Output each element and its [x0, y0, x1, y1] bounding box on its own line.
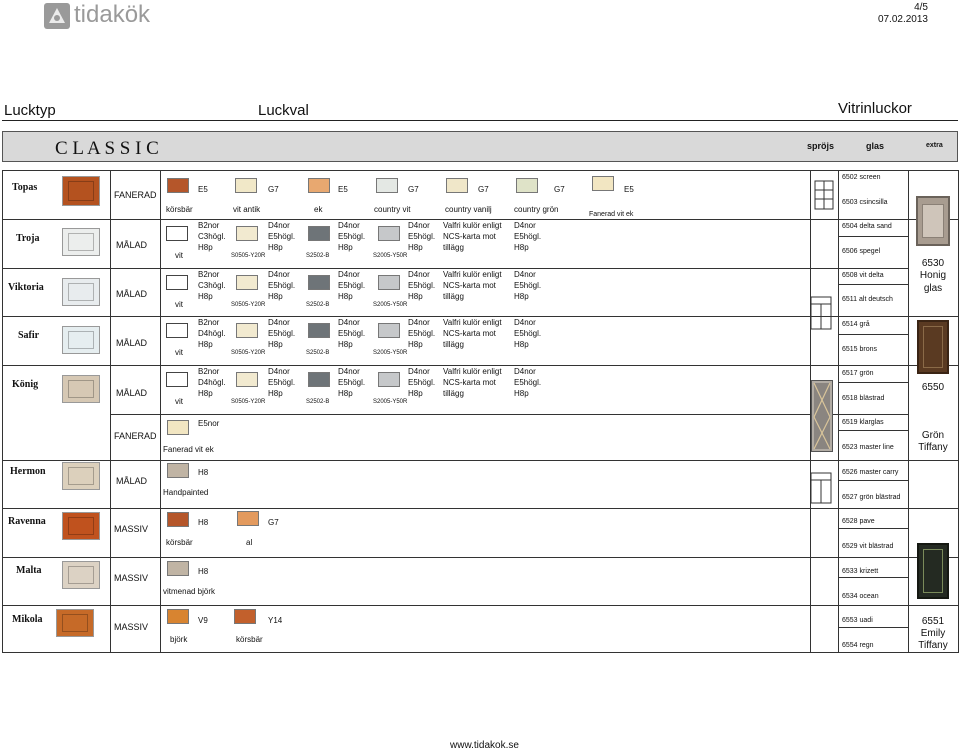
- valfri: NCS-karta mot: [443, 329, 496, 338]
- code: G7: [478, 185, 489, 194]
- option-code: E5högl.: [268, 232, 296, 241]
- swatch-cherry: [167, 178, 189, 193]
- option-code: D4nor: [338, 367, 360, 376]
- extra-gron: Grön: [921, 430, 945, 441]
- swatch-country-vanilj: [446, 178, 468, 193]
- valfri: NCS-karta mot: [443, 281, 496, 290]
- label: Handpainted: [163, 488, 209, 497]
- door-image-troja: [62, 228, 100, 256]
- option-code: H8p: [198, 340, 213, 349]
- swatch-ravenna-cherry: [167, 512, 189, 527]
- row-type-mikola: MASSIV: [114, 622, 149, 632]
- swatch-ncs-light: [378, 323, 400, 338]
- label: country grön: [514, 205, 559, 214]
- row-type-malta: MASSIV: [114, 573, 149, 583]
- code: E5nor: [198, 419, 220, 428]
- option-code: H8p: [268, 292, 283, 301]
- valfri: Valfri kulör enligt: [443, 318, 502, 327]
- label: Fanerad vit ek: [589, 211, 634, 218]
- code: E5: [338, 185, 348, 194]
- option-code: D4nor: [338, 221, 360, 230]
- ncs-code: S2005-Y50R: [373, 399, 408, 405]
- valfri: tillägg: [443, 389, 464, 398]
- option-code: E5högl.: [338, 329, 366, 338]
- header-sprojs: spröjs: [807, 141, 835, 151]
- option-code: E5högl.: [338, 232, 366, 241]
- valfri: Valfri kulör enligt: [443, 270, 502, 279]
- ncs-code: S2005-Y50R: [373, 253, 408, 259]
- option-code: H8p: [408, 292, 423, 301]
- extra-6551-name: Emily: [920, 628, 946, 639]
- code: H8: [198, 468, 209, 477]
- option-code: H8p: [408, 340, 423, 349]
- page-number: 4/5: [914, 2, 928, 13]
- option-code: H8p: [514, 243, 529, 252]
- option-code: D4nor: [268, 367, 290, 376]
- label: al: [246, 538, 253, 547]
- row-type-viktoria: MÅLAD: [116, 289, 148, 299]
- door-image-konig: [62, 375, 100, 403]
- option-code: H8p: [514, 292, 529, 301]
- option-code: E5högl.: [338, 378, 366, 387]
- row-type-troja: MÅLAD: [116, 240, 148, 250]
- option-code: E5högl.: [514, 329, 542, 338]
- option-code: C3högl.: [198, 281, 226, 290]
- glass-6511: 6511 alt deutsch: [842, 296, 893, 303]
- label: ek: [314, 205, 323, 214]
- option-code: H8p: [338, 389, 353, 398]
- option-code: H8p: [408, 389, 423, 398]
- glass-6527: 6527 grön blästrad: [842, 494, 901, 501]
- sprojs-grid-icon: [814, 180, 834, 210]
- option-code: D4nor: [514, 270, 536, 279]
- option-code: E5högl.: [268, 281, 296, 290]
- code: V9: [198, 616, 208, 625]
- ncs-code: S2502-B: [306, 302, 330, 308]
- option-code: H8p: [338, 243, 353, 252]
- option-code: H8p: [338, 292, 353, 301]
- option-code: D4nor: [514, 221, 536, 230]
- glass-6508: 6508 vit delta: [842, 272, 884, 279]
- option-code: H8p: [514, 340, 529, 349]
- page-date: 07.02.2013: [877, 14, 928, 25]
- row-name-safir: Safir: [18, 330, 40, 341]
- glass-6506: 6506 spegel: [842, 248, 881, 255]
- option-code: H8p: [198, 243, 213, 252]
- extra-door-image: [917, 543, 949, 599]
- sprojs-cross-icon: [810, 472, 832, 504]
- ncs-code: S2005-Y50R: [373, 302, 408, 308]
- door-image-mikola: [56, 609, 94, 637]
- option-code: D4nor: [268, 318, 290, 327]
- extra-6530-code: 6530: [921, 258, 945, 269]
- label: körsbär: [236, 635, 263, 644]
- glass-6503: 6503 csincsilla: [842, 199, 888, 206]
- option-code: E5högl.: [268, 329, 296, 338]
- swatch-ek: [308, 178, 330, 193]
- option-code: D4nor: [408, 221, 430, 230]
- swatch-ravenna-al: [237, 511, 259, 526]
- swatch-ncs-light: [378, 275, 400, 290]
- door-image-ravenna: [62, 512, 100, 540]
- option-code: D4högl.: [198, 378, 226, 387]
- extra-6530-glas: glas: [923, 283, 943, 294]
- row-name-mikola: Mikola: [12, 614, 43, 625]
- extra-6551-tiffany: Tiffany: [918, 640, 948, 651]
- row-name-ravenna: Ravenna: [8, 516, 46, 527]
- code: E5: [198, 185, 208, 194]
- option-code: E5högl.: [408, 329, 436, 338]
- label: Fanerad vit ek: [163, 445, 214, 454]
- option-code: D4nor: [408, 318, 430, 327]
- door-image-safir: [62, 326, 100, 354]
- swatch-ncs-grey: [308, 226, 330, 241]
- footer-url: www.tidakok.se: [450, 740, 519, 751]
- code: G7: [408, 185, 419, 194]
- swatch-ncs-grey: [308, 275, 330, 290]
- row-type-konig-fanerad: FANERAD: [114, 431, 157, 441]
- swatch-e5nor: [167, 420, 189, 435]
- code: G7: [554, 185, 565, 194]
- swatch-ncs-light: [378, 372, 400, 387]
- option-code: D4nor: [408, 367, 430, 376]
- swatch-ncs-sand: [236, 226, 258, 241]
- row-type-safir: MÅLAD: [116, 338, 148, 348]
- logo-text: tidakök: [74, 1, 151, 28]
- option-code: E5högl.: [408, 281, 436, 290]
- option-code: D4nor: [514, 367, 536, 376]
- label: körsbär: [166, 538, 193, 547]
- row-name-konig: König: [12, 379, 39, 390]
- header-glas: glas: [866, 141, 885, 151]
- door-image-viktoria: [62, 278, 100, 306]
- option-code: E5högl.: [514, 232, 542, 241]
- swatch-vit: [166, 275, 188, 290]
- option-code: H8p: [408, 243, 423, 252]
- glass-6529: 6529 vit blästrad: [842, 543, 894, 550]
- label: vit: [175, 300, 183, 309]
- valfri: tillägg: [443, 292, 464, 301]
- option-code: H8p: [514, 389, 529, 398]
- glass-6533: 6533 krizett: [842, 568, 879, 575]
- row-type-hermon: MÅLAD: [116, 476, 148, 486]
- option-code: E5högl.: [408, 378, 436, 387]
- swatch-vit: [166, 323, 188, 338]
- glass-6515: 6515 brons: [842, 346, 878, 353]
- option-code: D4högl.: [198, 329, 226, 338]
- label: vit antik: [233, 205, 261, 214]
- swatch-vit-antik: [235, 178, 257, 193]
- option-code: E5högl.: [408, 232, 436, 241]
- row-name-troja: Troja: [16, 233, 40, 244]
- option-code: H8p: [338, 340, 353, 349]
- swatch-ncs-grey: [308, 372, 330, 387]
- row-name-hermon: Hermon: [10, 466, 46, 477]
- code: E5: [624, 185, 634, 194]
- valfri: Valfri kulör enligt: [443, 221, 502, 230]
- option-code: H8p: [268, 243, 283, 252]
- ncs-code: S2502-B: [306, 253, 330, 259]
- option-code: D4nor: [268, 221, 290, 230]
- extra-tiffany: Tiffany: [918, 442, 948, 453]
- glass-6526: 6526 master carry: [842, 469, 899, 476]
- row-name-topas: Topas: [12, 182, 38, 193]
- code: H8: [198, 518, 209, 527]
- swatch-ncs-sand: [236, 372, 258, 387]
- swatch-country-gron: [516, 178, 538, 193]
- door-image-hermon: [62, 462, 100, 490]
- swatch-country-vit: [376, 178, 398, 193]
- swatch-ncs-grey: [308, 323, 330, 338]
- label: körsbär: [166, 205, 193, 214]
- swatch-vit: [166, 372, 188, 387]
- glass-6528: 6528 pave: [842, 518, 875, 525]
- ncs-code: S0505-Y20R: [231, 253, 266, 259]
- glass-6553: 6553 uadi: [842, 617, 873, 624]
- sprojs-cross-icon: [810, 296, 832, 330]
- extra-door-image: [916, 196, 950, 246]
- swatch-mikola-bjork: [167, 609, 189, 624]
- extra-6550-code: 6550: [921, 382, 945, 393]
- label: vitmenad björk: [163, 587, 216, 596]
- glass-6519: 6519 klarglas: [842, 419, 884, 426]
- row-type-konig: MÅLAD: [116, 388, 148, 398]
- glass-6517: 6517 grön: [842, 370, 874, 377]
- glass-6534: 6534 ocean: [842, 593, 879, 600]
- option-code: D4nor: [338, 318, 360, 327]
- code: G7: [268, 518, 279, 527]
- option-code: D4nor: [338, 270, 360, 279]
- label: vit: [175, 348, 183, 357]
- valfri: tillägg: [443, 243, 464, 252]
- swatch-ncs-sand: [236, 275, 258, 290]
- glass-6502: 6502 screen: [842, 174, 881, 181]
- row-name-malta: Malta: [16, 565, 42, 576]
- ncs-code: S2005-Y50R: [373, 350, 408, 356]
- option-code: E5högl.: [338, 281, 366, 290]
- label: country vanilj: [445, 205, 492, 214]
- glass-6518: 6518 blästrad: [842, 395, 885, 402]
- glass-6523: 6523 master line: [842, 444, 894, 451]
- ncs-code: S0505-Y20R: [231, 399, 266, 405]
- logo-mark-icon: [44, 3, 70, 29]
- swatch-mikola-korsbar: [234, 609, 256, 624]
- ncs-code: S0505-Y20R: [231, 350, 266, 356]
- logo: [44, 3, 168, 29]
- option-code: D4nor: [268, 270, 290, 279]
- label: vit: [175, 397, 183, 406]
- option-code: B2nor: [198, 318, 220, 327]
- extra-door-image: [917, 320, 949, 374]
- option-code: B2nor: [198, 270, 220, 279]
- door-image-malta: [62, 561, 100, 589]
- valfri: NCS-karta mot: [443, 232, 496, 241]
- option-code: B2nor: [198, 367, 220, 376]
- glass-6554: 6554 regn: [842, 642, 874, 649]
- option-code: H8p: [268, 389, 283, 398]
- option-code: C3högl.: [198, 232, 226, 241]
- row-type-topas: FANERAD: [114, 190, 157, 200]
- option-code: H8p: [268, 340, 283, 349]
- header-vitrin: Vitrinluckor: [838, 100, 912, 117]
- swatch-vit-ek: [592, 176, 614, 191]
- swatch-hermon-h8: [167, 463, 189, 478]
- code: G7: [268, 185, 279, 194]
- swatch-vit: [166, 226, 188, 241]
- row-type-ravenna: MASSIV: [114, 524, 149, 534]
- label: vit: [175, 251, 183, 260]
- code: H8: [198, 567, 209, 576]
- ncs-code: S2502-B: [306, 350, 330, 356]
- row-name-viktoria: Viktoria: [8, 282, 44, 293]
- header-lucktyp: Lucktyp: [4, 102, 56, 119]
- option-code: H8p: [198, 389, 213, 398]
- ncs-code: S0505-Y20R: [231, 302, 266, 308]
- header-luckval: Luckval: [258, 102, 309, 119]
- label: country vit: [374, 205, 411, 214]
- option-code: B2nor: [198, 221, 220, 230]
- option-code: D4nor: [514, 318, 536, 327]
- glass-6504: 6504 delta sand: [842, 223, 892, 230]
- swatch-ncs-light: [378, 226, 400, 241]
- extra-6530-name: Honig: [919, 270, 947, 281]
- option-code: E5högl.: [514, 378, 542, 387]
- extra-6551-code: 6551: [921, 616, 945, 627]
- valfri: NCS-karta mot: [443, 378, 496, 387]
- sprojs-diamond-icon: [811, 380, 833, 452]
- header-extra: extra: [926, 142, 943, 149]
- code: Y14: [268, 616, 283, 625]
- option-code: H8p: [198, 292, 213, 301]
- glass-6514: 6514 grå: [842, 321, 870, 328]
- swatch-malta-h8: [167, 561, 189, 576]
- valfri: Valfri kulör enligt: [443, 367, 502, 376]
- ncs-code: S2502-B: [306, 399, 330, 405]
- option-code: E5högl.: [514, 281, 542, 290]
- option-code: E5högl.: [268, 378, 296, 387]
- label: björk: [170, 635, 188, 644]
- door-image-topas: [62, 176, 100, 206]
- swatch-ncs-sand: [236, 323, 258, 338]
- classic-title: C L A S S I C: [55, 138, 159, 159]
- option-code: D4nor: [408, 270, 430, 279]
- valfri: tillägg: [443, 340, 464, 349]
